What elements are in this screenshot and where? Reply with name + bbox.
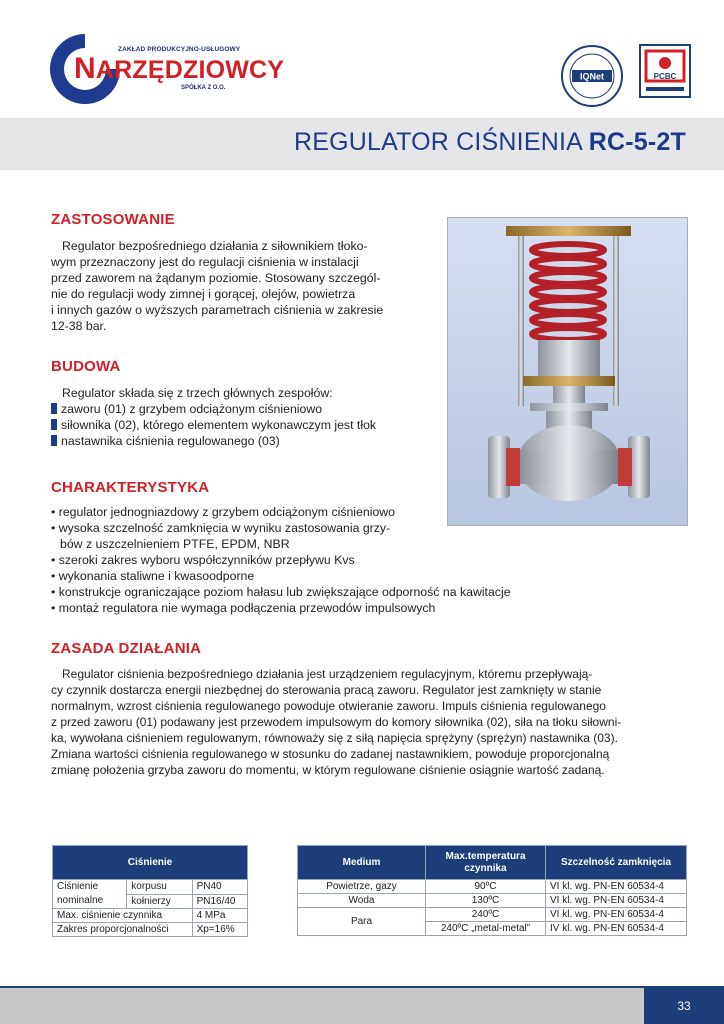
list-item: • konstrukcje ograniczające poziom hałasu lub zwiększające odporność na kawitacje xyxy=(51,585,511,599)
table-row xyxy=(298,894,687,908)
list-item: • regulator jednogniazdowy z grzybem odciążonym ciśnieniowo xyxy=(51,505,396,519)
logo-bottom-text: SPÓŁKA Z O.O. xyxy=(181,85,226,91)
table-cell: 240ºC xyxy=(426,908,546,922)
group-label: nominalne xyxy=(57,895,104,906)
table-cell: kołnierzy xyxy=(127,894,192,909)
seal-header: Szczelność zamknięcia xyxy=(546,846,687,880)
table-cell: Zakres proporcjonalności xyxy=(53,923,193,937)
section-heading-budowa: BUDOWA xyxy=(51,358,121,375)
budowa-intro: Regulator składa się z trzech głównych zespołów: xyxy=(62,386,333,400)
section-heading-zastosowanie: ZASTOSOWANIE xyxy=(51,211,175,228)
zasada-line: ka, wywołana ciśnieniem regulowanym, równoważy się z siłą napięcia sprężyny (sprężyn) nastawnika (03). xyxy=(51,731,618,745)
logo-main-text xyxy=(74,54,284,85)
table-cell: Para xyxy=(298,908,426,936)
iqnet-text: IQNet xyxy=(579,71,605,82)
zasada-line: z przed zaworu (01) podawany jest przewodem impulsowym do komory siłownika (02), siła na tłoku siłowni- xyxy=(51,715,622,729)
medium-header: Medium xyxy=(298,846,426,880)
page-number: 33 xyxy=(644,988,724,1024)
table-cell: 130ºC xyxy=(426,894,546,908)
pressure-table-header: Ciśnienie xyxy=(53,846,248,880)
iqnet-certificate-icon xyxy=(560,44,624,108)
charakterystyka-list xyxy=(51,504,511,616)
table-cell: PN40 xyxy=(192,880,247,895)
list-item: • wysoka szczelność zamknięcia w wyniku zastosowania grzy- xyxy=(51,521,391,535)
list-item: • montaż regulatora nie wymaga podłączenia przewodów impulsowych xyxy=(51,601,436,615)
zastosowanie-line: 12-38 bar. xyxy=(51,319,107,333)
zasada-line: cy czynnik dostarcza energii niezbędnej do sterowania pracą zaworu. Regulator jest zamknięty w stanie xyxy=(51,683,602,697)
table-row xyxy=(298,908,687,922)
zastosowanie-text xyxy=(51,238,419,334)
temperature-header-line: Max.temperatura xyxy=(445,850,526,862)
section-heading-charakterystyka: CHARAKTERYSTYKA xyxy=(51,479,210,496)
zasada-line: Zmiana wartości ciśnienia regulowanego w stosunku do zadanej nastawnikiem, powoduje proporcjonalną xyxy=(51,747,610,761)
zasada-text xyxy=(51,666,675,778)
regulator-illustration xyxy=(448,218,688,526)
zastosowanie-line: wym przeznaczony jest do regulacji ciśnienia w instalacji xyxy=(51,255,359,269)
table-cell: 240ºC „metal-metal” xyxy=(426,922,546,936)
list-item xyxy=(51,401,376,417)
logo-main-rest: ARZĘDZIOWCY xyxy=(95,56,285,84)
table-row xyxy=(53,909,248,923)
table-cell: korpusu xyxy=(127,880,192,895)
footer-bar xyxy=(0,988,724,1024)
title-model: RC-5-2T xyxy=(588,128,686,156)
table-row xyxy=(53,923,248,937)
square-bullet-icon xyxy=(51,419,57,430)
table-cell: VI kl. wg. PN-EN 60534-4 xyxy=(546,894,687,908)
list-item-text: nastawnika ciśnienia regulowanego (03) xyxy=(61,434,280,448)
zastosowanie-line: Regulator bezpośredniego działania z siłownikiem tłoko- xyxy=(62,239,368,253)
group-label: Ciśnienie xyxy=(57,881,99,892)
list-item xyxy=(51,417,376,433)
table-cell xyxy=(53,880,127,909)
square-bullet-icon xyxy=(51,403,57,414)
list-item xyxy=(51,433,376,449)
list-item: • wykonania staliwne i kwasoodporne xyxy=(51,569,255,583)
logo-main-first: N xyxy=(74,52,96,85)
pressure-table xyxy=(52,845,248,937)
table-row xyxy=(53,880,248,895)
table-cell: IV kl. wg. PN-EN 60534-4 xyxy=(546,922,687,936)
logo-top-text: ZAKŁAD PRODUKCYJNO-USŁUGOWY xyxy=(118,46,241,53)
section-heading-zasada: ZASADA DZIAŁANIA xyxy=(51,640,202,657)
page-title xyxy=(294,128,686,157)
company-logo xyxy=(46,30,285,108)
table-row xyxy=(298,880,687,894)
list-item: • szeroki zakres wyboru współczynników przepływu Kvs xyxy=(51,553,355,567)
zastosowanie-line: przed zaworem na żądanym poziomie. Stosowany szczegól- xyxy=(51,271,381,285)
temperature-header xyxy=(426,846,546,880)
table-cell: Max. ciśnienie czynnika xyxy=(53,909,193,923)
table-cell: VI kl. wg. PN-EN 60534-4 xyxy=(546,880,687,894)
pcbc-certificate-icon xyxy=(638,43,692,99)
table-cell: Woda xyxy=(298,894,426,908)
page-header xyxy=(0,0,724,118)
square-bullet-icon xyxy=(51,435,57,446)
zasada-line: zmianę położenia grzyba zaworu do momentu, w którym regulowane ciśnienie osiągnie wartość zadaną. xyxy=(51,763,605,777)
table-cell: PN16/40 xyxy=(192,894,247,909)
title-regular: REGULATOR CIŚNIENIA xyxy=(293,128,589,156)
budowa-list xyxy=(51,385,376,449)
zasada-line: normalnym, wzrost ciśnienia regulowanego powoduje otwieranie zaworu. Impuls ciśnienia regulowanego xyxy=(51,699,606,713)
table-cell: VI kl. wg. PN-EN 60534-4 xyxy=(546,908,687,922)
list-item-text: siłownika (02), którego elementem wykonawczym jest tłok xyxy=(61,418,377,432)
list-item: bów z uszczelnieniem PTFE, EPDM, NBR xyxy=(60,537,290,551)
zasada-line: Regulator ciśnienia bezpośredniego działania jest urządzeniem regulacyjnym, któremu przepływają- xyxy=(62,667,593,681)
list-item-text: zaworu (01) z grzybem odciążonym ciśnieniowo xyxy=(61,402,323,416)
pcbc-text: PCBC xyxy=(653,72,677,81)
temperature-header-line: czynnika xyxy=(464,862,507,874)
product-photo xyxy=(447,217,688,526)
medium-table xyxy=(297,845,687,936)
zastosowanie-line: nie do regulacji wody zimnej i gorącej, olejów, powietrza xyxy=(51,287,356,301)
table-cell: 90ºC xyxy=(426,880,546,894)
title-band xyxy=(0,118,724,170)
table-cell: 4 MPa xyxy=(192,909,247,923)
zastosowanie-line: i innych gazów o wyższych parametrach ciśnienia w zakresie xyxy=(51,303,384,317)
table-cell: Xp=16% xyxy=(192,923,247,937)
table-cell: Powietrze, gazy xyxy=(298,880,426,894)
